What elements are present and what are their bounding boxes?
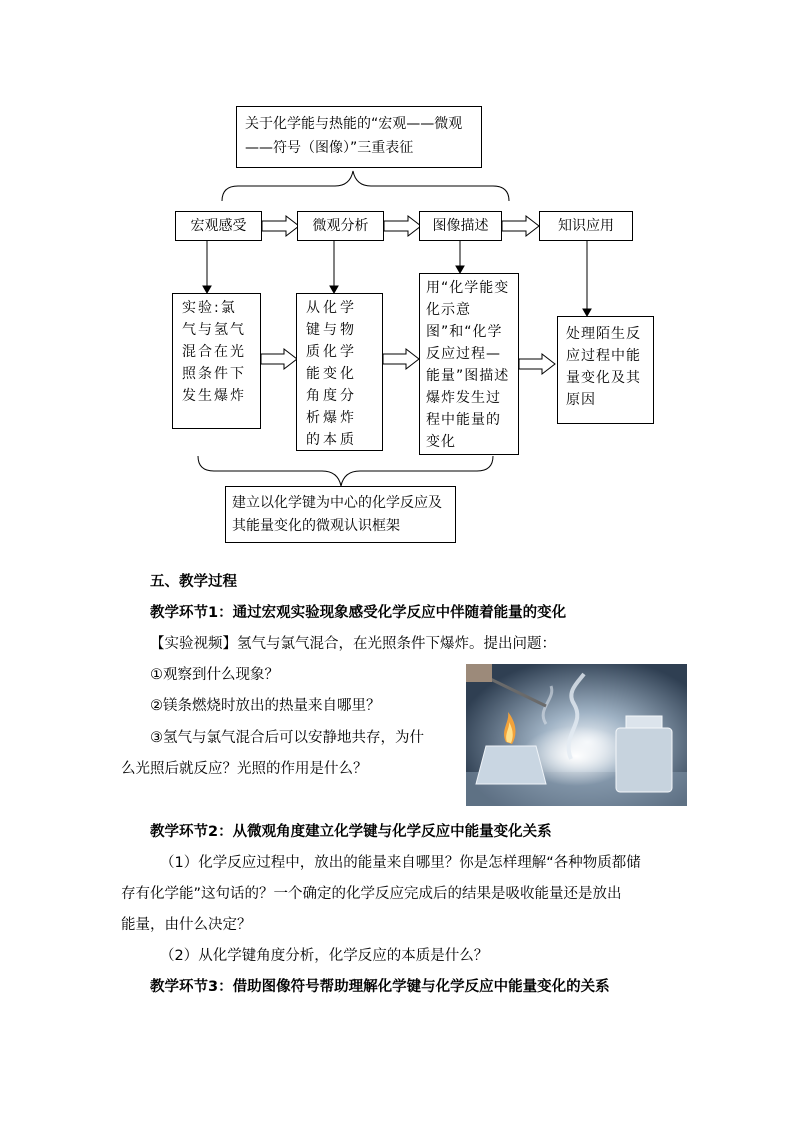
- step2-paragraph-1-line1: （1）化学反应过程中，放出的能量来自哪里？你是怎样理解“各种物质都储: [160, 855, 641, 871]
- top-brace: [222, 171, 509, 201]
- step2-title: 教学环节2：从微观角度建立化学键与化学反应中能量变化关系: [150, 824, 552, 840]
- detail-box-experiment: [172, 293, 261, 429]
- bottom-brace: [198, 456, 493, 486]
- detail-text: 实验:氯气与氢气混合在光照条件下发生爆炸: [182, 300, 246, 404]
- step2-paragraph-1-line2: 存有化学能”这句话的？一个确定的化学反应完成后的结果是吸收能量还是放出: [121, 886, 622, 902]
- stage-label: 微观分析: [312, 218, 369, 234]
- diagram-top-text: 关于化学能与热能的“宏观——微观——符号（图像）”三重表征: [245, 116, 463, 156]
- double-arrow-3: [502, 216, 539, 236]
- stage-label: 宏观感受: [190, 218, 247, 234]
- diagram-bottom-text: 建立以化学键为中心的化学反应及其能量变化的微观认识框架: [232, 495, 442, 534]
- detail-text: 用“化学能变化示意图”和“化学反应过程—能量”图描述爆炸发生过程中能量的变化: [426, 280, 510, 450]
- double-arrow-2: [384, 216, 421, 236]
- diagram-top-box: [236, 106, 482, 168]
- section-title: 五、教学过程: [150, 574, 237, 590]
- step2-paragraph-2: （2）从化学键角度分析，化学反应的本质是什么？: [160, 948, 489, 964]
- step1-question-3-line1: ③氢气与氯气混合后可以安静地共存，为什: [150, 730, 424, 746]
- stage-label: 知识应用: [558, 218, 614, 234]
- double-arrow-4: [261, 349, 297, 369]
- step3-title: 教学环节3：借助图像符号帮助理解化学键与化学反应中能量变化的关系: [150, 979, 610, 995]
- stage-box-image: [419, 211, 502, 241]
- detail-text: 处理陌生反应过程中能量变化及其原因: [566, 326, 641, 408]
- step2-paragraph-1-line3: 能量，由什么决定？: [121, 917, 252, 933]
- stage-box-macro: [175, 211, 262, 241]
- step1-question-1: ①观察到什么现象？: [150, 667, 279, 683]
- experiment-video-photo: [466, 664, 687, 806]
- detail-box-apply: [557, 316, 654, 424]
- step1-intro: 【实验视频】氢气与氯气混合，在光照条件下爆炸。提出问题：: [150, 636, 556, 652]
- diagram-bottom-box: [225, 486, 456, 543]
- stage-box-apply: [539, 211, 633, 241]
- step1-question-3-line2: 么光照后就反应？光照的作用是什么？: [121, 761, 368, 777]
- step1-title: 教学环节1：通过宏观实验现象感受化学反应中伴随着能量的变化: [150, 605, 567, 621]
- double-arrow-6: [519, 354, 555, 374]
- step1-question-2: ②镁条燃烧时放出的热量来自哪里？: [150, 698, 381, 714]
- stage-box-micro: [297, 211, 384, 241]
- detail-box-graph: [419, 273, 519, 455]
- double-arrow-1: [262, 216, 299, 236]
- diagram-connectors: [0, 0, 794, 560]
- detail-box-bond: [296, 293, 383, 451]
- stage-label: 图像描述: [432, 218, 489, 234]
- double-arrow-5: [383, 349, 419, 369]
- detail-text: 从化学键与物质化学能变化角度分析爆炸的本质: [306, 300, 357, 448]
